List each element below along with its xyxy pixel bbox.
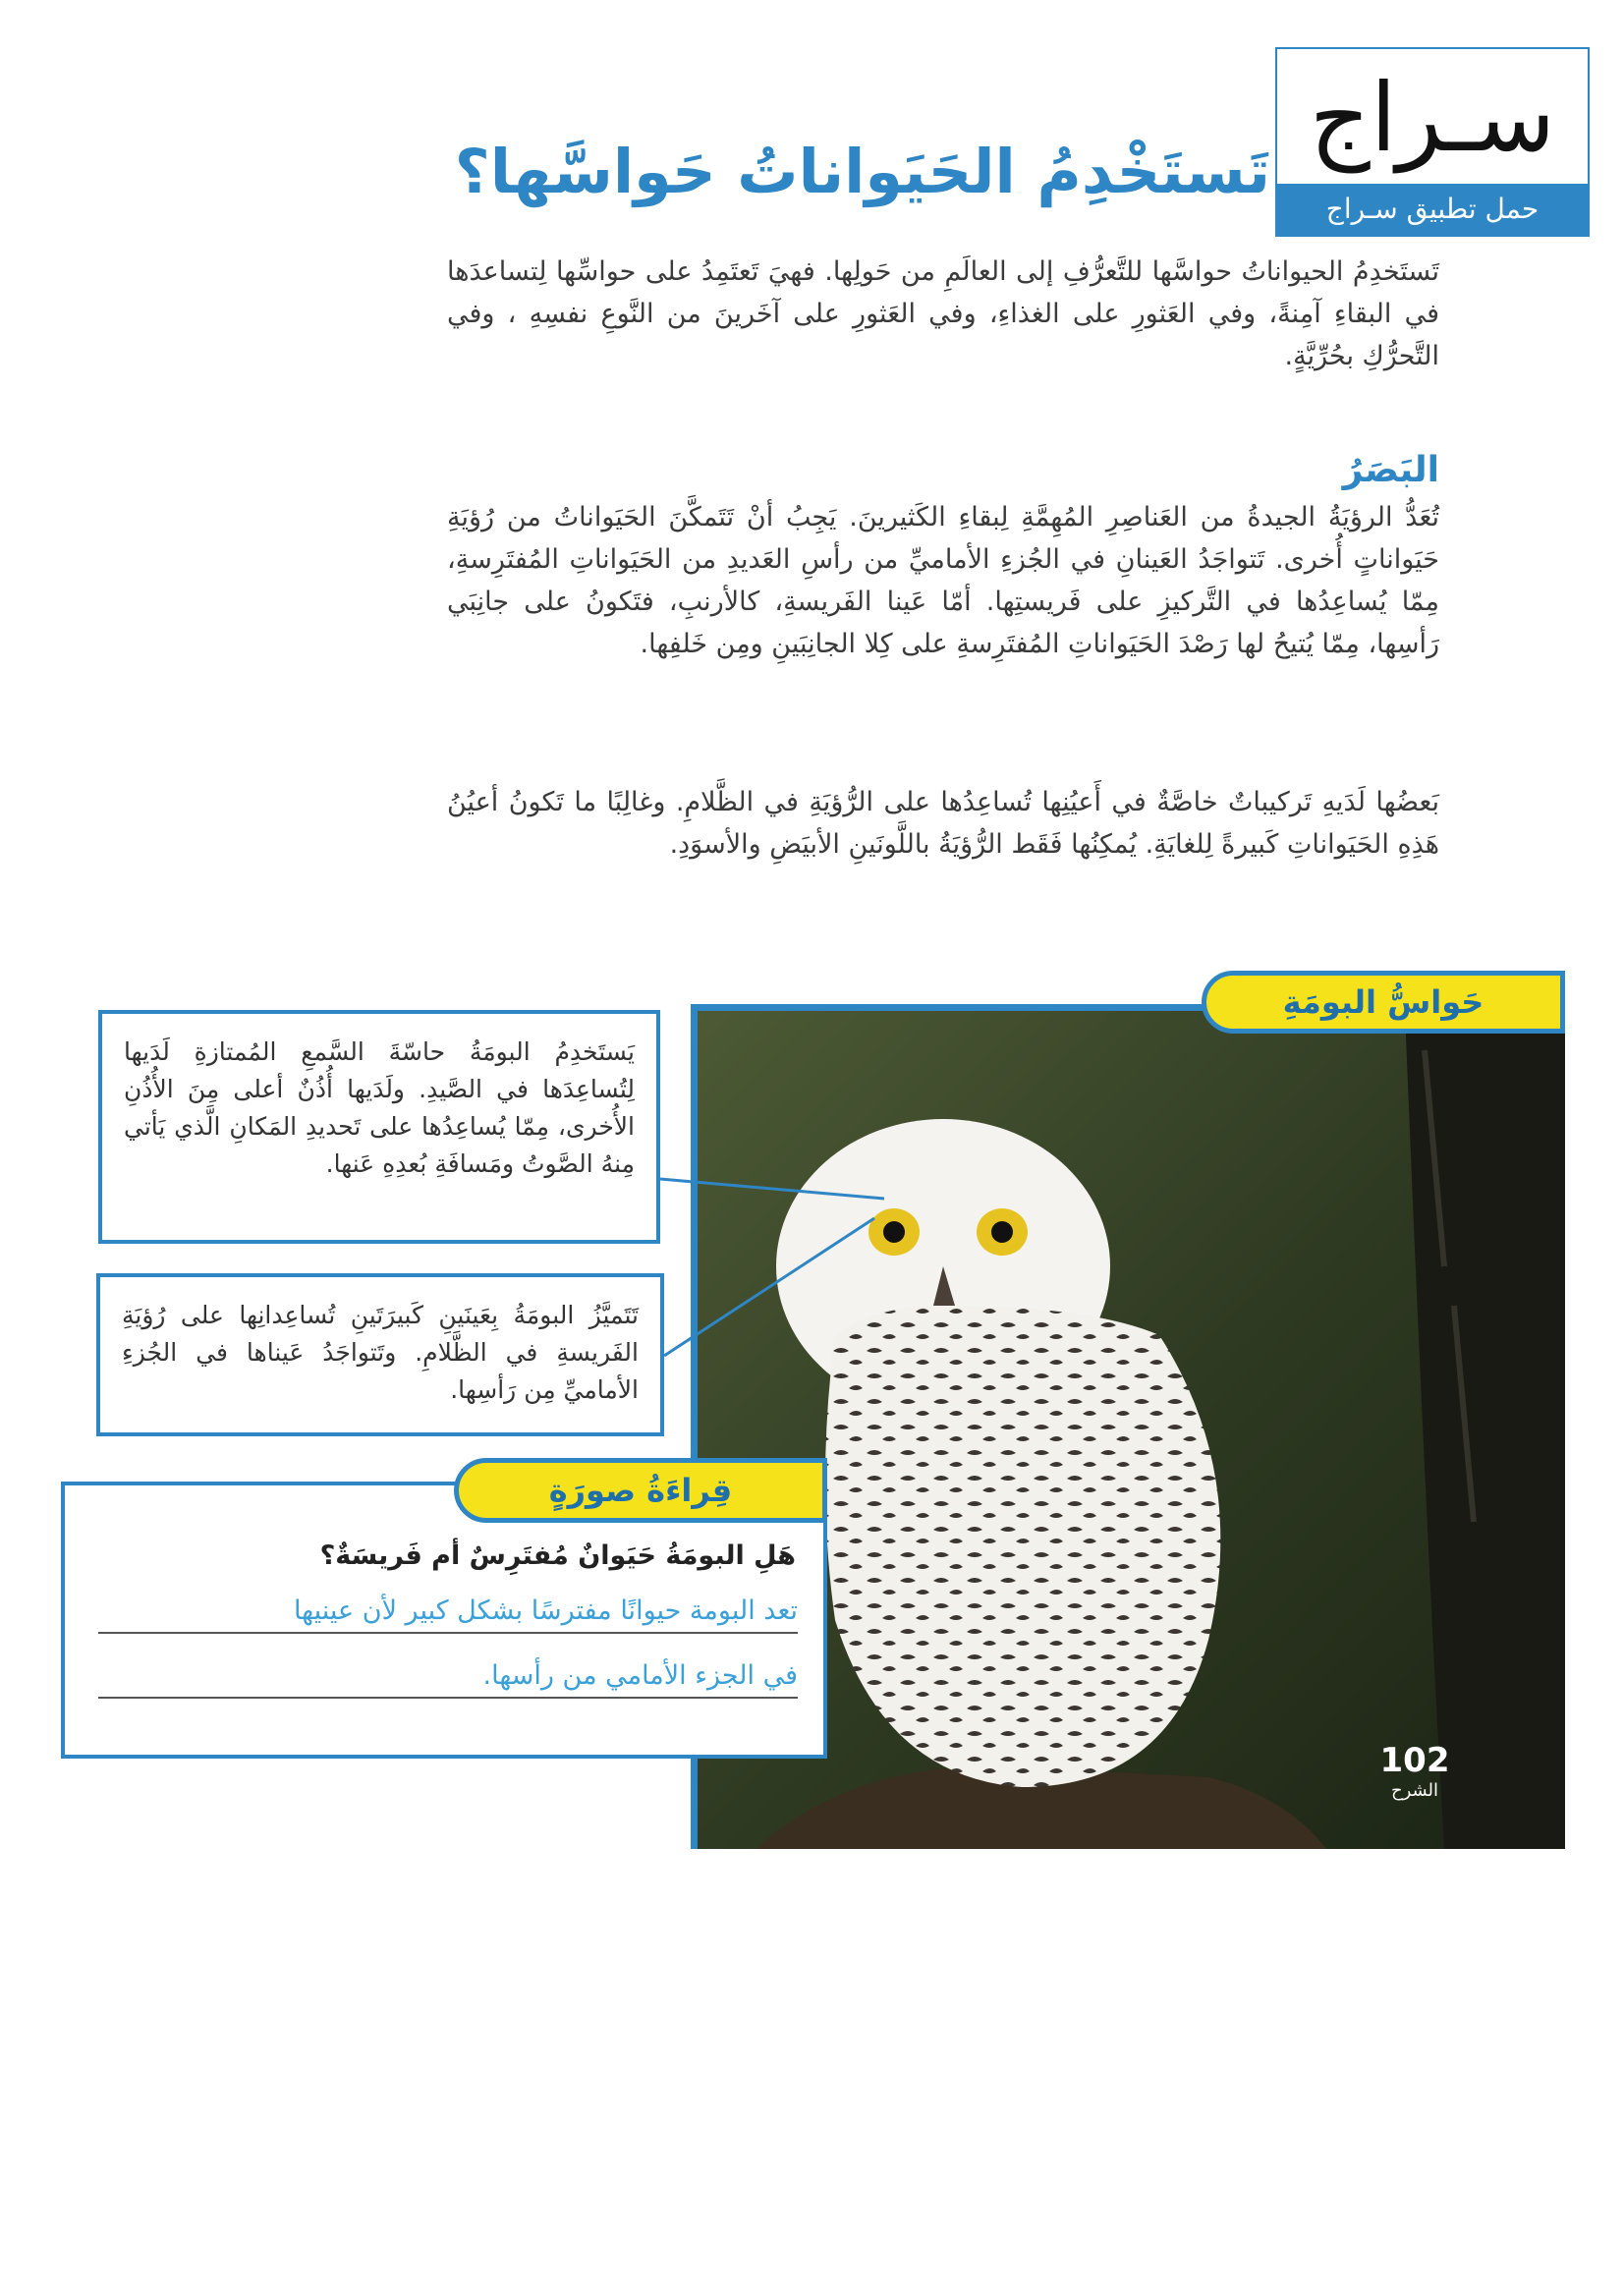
callout-eyes: تَتَميَّزُ البومَةُ بِعَينَينِ كَبيرَتَينِ تُساعِدانِها على رُؤيَةِ الفَريسةِ في الظَّلامِ. وتَتواجَدُ عَيناها في الجُزءِ الأماميِّ مِن رَأسِها.	[96, 1273, 664, 1436]
reading-question: هَلِ البومَةُ حَيَوانٌ مُفتَرِسٌ أم فَريسَةٌ؟	[319, 1540, 796, 1571]
vision-heading: البَصَرُ	[1342, 450, 1439, 490]
answer-line-2[interactable]: في الجزء الأمامي من رأسها.	[98, 1660, 798, 1699]
page-subtitle: الشرح	[1390, 1780, 1439, 1801]
logo-mark: سـراج	[1309, 63, 1556, 173]
answer-line-1[interactable]: تعد البومة حيوانًا مفترسًا بشكل كبير لأن عينيها	[98, 1595, 798, 1634]
vision-paragraph: تُعَدُّ الرؤيَةُ الجيدةُ من العَناصِرِ المُهِمَّةِ لِبقاءِ الكَثيرينَ. يَجِبُ أنْ تَتَمكَّنَ الحَيَواناتُ من رُؤيَةِ حَيَواناتٍ أُخرى. تَتواجَدُ العَينانِ في الجُزءِ الأماميِّ من رأسِ العَديدِ من الحَيَواناتِ المُفتَرِسةِ، مِمّا يُساعِدُها في التَّركيزِ على فَريستِها. أمّا عَينا الفَريسةِ، كالأرنبِ، فتَكونُ على جانِبَي رَأسِها، مِمّا يُتيحُ لها رَصْدَ الحَيَواناتِ المُفتَرِسةِ على كِلا الجانِبَينِ ومِن خَلفِها.	[447, 502, 1439, 659]
night-vision-paragraph: بَعضُها لَدَيهِ تَركيباتٌ خاصَّةٌ في أَعيُنِها تُساعِدُها على الرُّؤيَةِ في الظَّلامِ. وغالِبًا ما تَكونُ أعيُنُ هَذِهِ الحَيَواناتِ كَبيرةً لِلغايَةِ. يُمكِنُها فَقَط الرُّؤيَةُ باللَّونَينِ الأبيَضِ والأسوَدِ.	[447, 787, 1439, 860]
callout-hearing: يَستَخدِمُ البومَةُ حاسّةَ السَّمعِ المُمتازةِ لَدَيها لِتُساعِدَها في الصَّيدِ. ولَدَيها أُذُنٌ أعلى مِنَ الأُذُنِ الأُخرى، مِمّا يُساعِدُها على تَحديدِ المَكانِ الَّذي يَأتي مِنهُ الصَّوتُ ومَسافَةِ بُعدِهِ عَنها.	[98, 1010, 660, 1244]
intro-paragraph: تَستَخدِمُ الحيواناتُ حواسَّها للتَّعرُّفِ إلى العالَمِ من حَولِها. فهيَ تَعتَمِدُ على حواسِّها لِتساعدَها في البقاءِ آمِنةً، وفي العَثورِ على الغذاءِ، وفي العَثورِ على آخَرينَ من النَّوعِ نفسِهِ ، وفي التَّحرُّكِ بحُرِّيَّةٍ.	[447, 256, 1439, 371]
page-title: تَستَخْدِمُ الحَيَواناتُ حَواسَّها؟	[454, 136, 1270, 207]
page-number: 102	[1379, 1741, 1450, 1780]
owl-senses-tab: حَواسُّ البومَةِ	[1202, 971, 1565, 1034]
logo-download-banner[interactable]: حمل تطبيق سـراج	[1277, 184, 1588, 235]
reading-picture-tab: قِراءَةُ صورَةٍ	[454, 1458, 827, 1523]
